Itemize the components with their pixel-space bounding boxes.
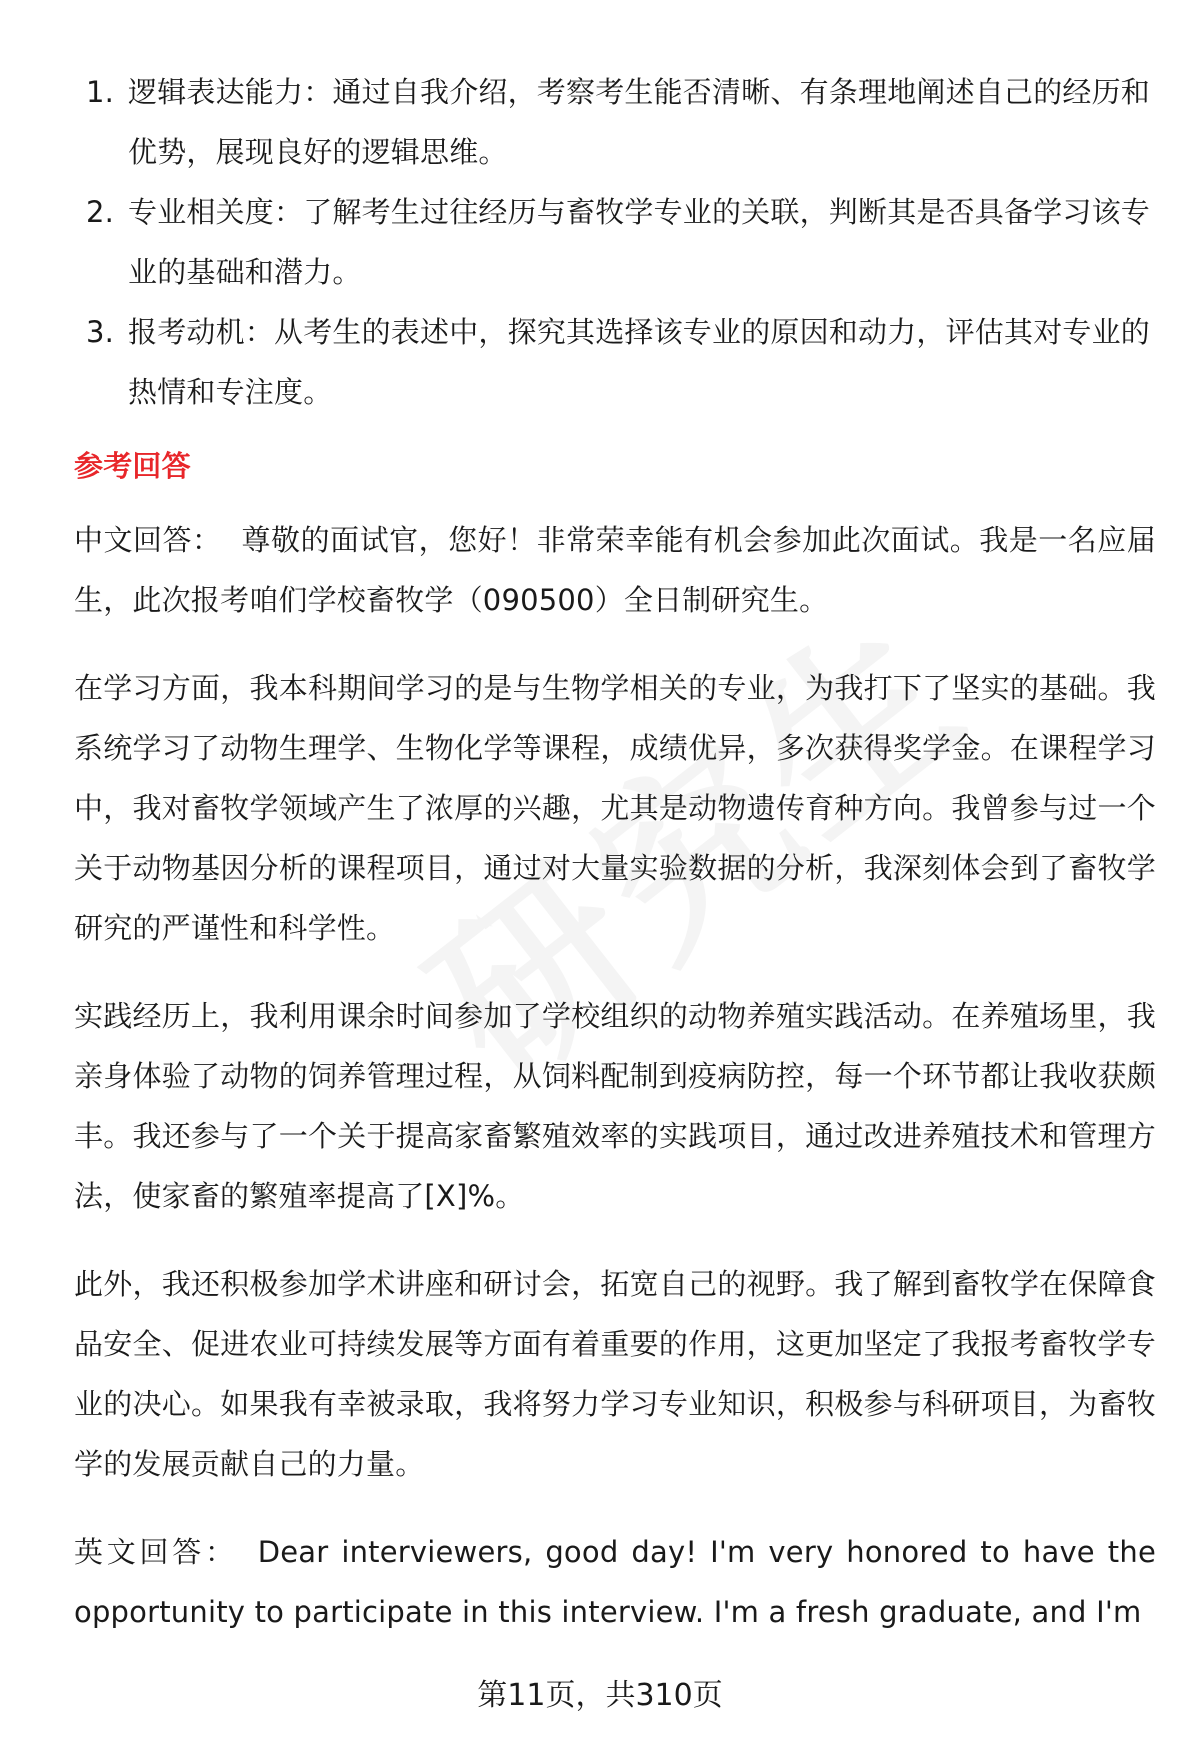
paragraph-label: 英文回答： [74, 1535, 238, 1569]
paragraph-text: 实践经历上，我利用课余时间参加了学校组织的动物养殖实践活动。在养殖场里，我亲身体验了动物的饲养管理过程，从饲料配制到疫病防控，每一个环节都让我收获颇丰。我还参与了一个关于提高家畜繁殖效率的实践项目，通过改进养殖技术和管理方法，使家畜的繁殖率提高了[X]%。 [74, 999, 1156, 1213]
list-text: 报考动机：从考生的表述中，探究其选择该专业的原因和动力，评估其对专业的热情和专注度。 [128, 315, 1151, 409]
paragraph-study [74, 658, 1156, 958]
list-item [74, 182, 1156, 302]
list-item [74, 62, 1156, 182]
paragraph-motivation [74, 1254, 1156, 1494]
paragraph-text: 尊敬的面试官，您好！非常荣幸能有机会参加此次面试。我是一名应届生，此次报考咱们学校畜牧学（090500）全日制研究生。 [74, 523, 1156, 617]
list-item [74, 302, 1156, 422]
page-number: 第11页，共310页 [477, 1678, 723, 1713]
paragraph-english-answer [74, 1522, 1156, 1642]
paragraph-label: 中文回答： [74, 523, 222, 557]
paragraph-text: Dear interviewers, good day! I'm very honored to have the opportunity to participate in this interview. I'm a fresh graduate, and I'm [74, 1535, 1156, 1629]
section-title: 参考回答 [74, 449, 191, 483]
list-text: 专业相关度：了解考生过往经历与畜牧学专业的关联，判断其是否具备学习该专业的基础和潜力。 [128, 195, 1151, 289]
paragraph-text: 此外，我还积极参加学术讲座和研讨会，拓宽自己的视野。我了解到畜牧学在保障食品安全、促进农业可持续发展等方面有着重要的作用，这更加坚定了我报考畜牧学专业的决心。如果我有幸被录取，我将努力学习专业知识，积极参与科研项目，为畜牧学的发展贡献自己的力量。 [74, 1267, 1156, 1481]
list-number: 1. [86, 75, 115, 109]
list-number: 2. [86, 195, 115, 229]
paragraph-text: 在学习方面，我本科期间学习的是与生物学相关的专业，为我打下了坚实的基础。我系统学习了动物生理学、生物化学等课程，成绩优异，多次获得奖学金。在课程学习中，我对畜牧学领域产生了浓厚的兴趣，尤其是动物遗传育种方向。我曾参与过一个关于动物基因分析的课程项目，通过对大量实验数据的分析，我深刻体会到了畜牧学研究的严谨性和科学性。 [74, 671, 1156, 945]
list-number: 3. [86, 315, 115, 349]
paragraph-chinese-answer [74, 510, 1156, 630]
paragraph-practice [74, 986, 1156, 1226]
list-text: 逻辑表达能力：通过自我介绍，考察考生能否清晰、有条理地阐述自己的经历和优势，展现良好的逻辑思维。 [128, 75, 1151, 169]
page-content [74, 62, 1156, 1670]
criteria-list [74, 62, 1156, 422]
